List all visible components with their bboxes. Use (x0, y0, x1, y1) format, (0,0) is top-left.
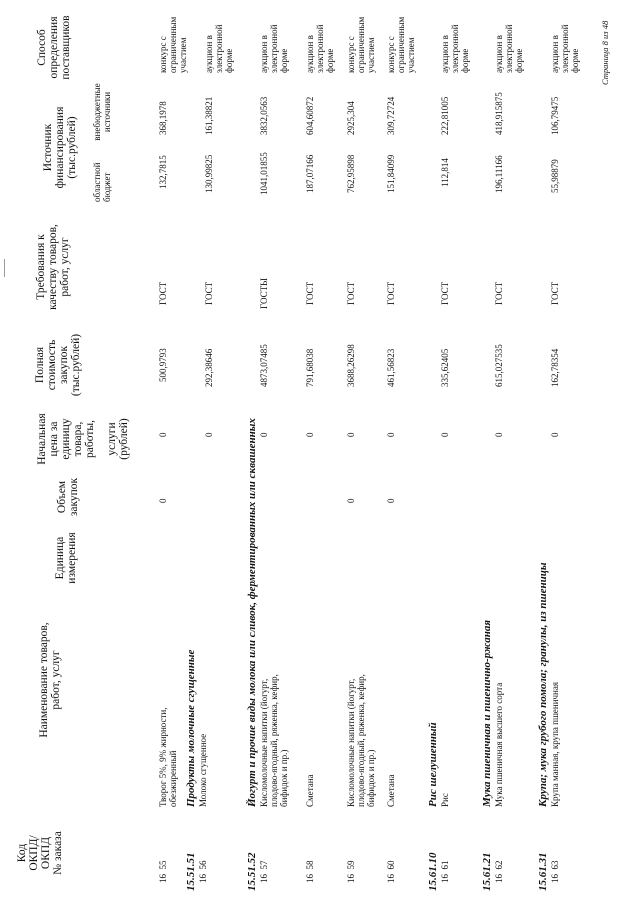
row-requirements: ГОСТ (204, 281, 214, 305)
row-code: 16 56 (198, 860, 208, 883)
row-price: 0 (494, 432, 504, 437)
row-total: 3688,26298 (346, 344, 356, 387)
row-requirements: ГОСТ (494, 281, 504, 305)
row-regional: 132,7815 (158, 155, 168, 189)
row-total: 4873,07485 (259, 344, 269, 387)
group-code: 15.51.52 (246, 852, 258, 891)
group-name: Крупа; мука грубого помола; гранулы, из пшеницы (537, 562, 549, 807)
row-method: аукцион в электронной форме (550, 24, 580, 73)
row-method: конкурс с ограниченным участием (346, 16, 376, 73)
row-requirements: ГОСТ (158, 281, 168, 305)
header-unit-price: Начальная цена за единицу товара, работы, услуги (рублей) (36, 413, 130, 465)
row-method: аукцион в электронной форме (259, 24, 289, 73)
row-regional: 151,84099 (386, 154, 396, 193)
row-extra: 368,1978 (158, 101, 168, 135)
row-extra: 222,81005 (440, 96, 450, 135)
page-footer: Страница 8 из 48 (600, 20, 610, 85)
row-regional: 762,95898 (346, 154, 356, 193)
row-extra: 161,38821 (204, 96, 214, 135)
row-regional: 130,99825 (204, 154, 214, 193)
row-name: Кисломолочные напитки (йогурт, плодово-ягодный, ряженка, кефир, бифидок и пр.) (259, 674, 289, 807)
row-name: Рис (440, 793, 450, 807)
row-code: 16 61 (440, 860, 450, 883)
row-price: 0 (550, 432, 560, 437)
row-code: 16 55 (158, 860, 168, 883)
group-name: Мука пшеничная и пшенично-ржаная (481, 619, 493, 807)
row-total: 162,78354 (550, 348, 560, 387)
header-code: Код ОКПД/ ОКПД № заказа (16, 831, 64, 875)
row-total: 500,9793 (158, 348, 168, 382)
row-total: 461,56823 (386, 348, 396, 387)
header-total: Полная стоимость закупок (тыс.рублей) (34, 333, 82, 397)
row-name: Кисломолочные напитки (йогурт, плодово-ягодный, ряженка, кефир, бифидок и пр.) (346, 674, 376, 807)
header-funding: Источник финансирования (тыс.рублей) (42, 106, 78, 189)
header-funding-extra: внебюджетные источники (92, 83, 112, 141)
group-code: 15.61.31 (537, 852, 549, 891)
header-requirements: Требования к качеству товаров, работ, услуг (35, 224, 71, 310)
row-name: Сметана (305, 774, 315, 807)
row-price: 0 (305, 432, 315, 437)
row-volume: 0 (346, 498, 356, 503)
row-method: аукцион в электронной форме (440, 24, 470, 73)
row-requirements: ГОСТ (305, 281, 315, 305)
row-code: 16 57 (259, 860, 269, 883)
row-volume: 0 (386, 498, 396, 503)
row-requirements: ГОСТ (346, 281, 356, 305)
row-code: 16 62 (494, 860, 504, 883)
scan-mark (4, 259, 5, 277)
row-name: Творог 5%, 9% жирности, обезжиренный (158, 707, 178, 807)
header-name: Наименование товаров, работ, услуг (38, 622, 62, 738)
group-name: Продукты молочные сгущенные (185, 649, 197, 807)
row-total: 791,68038 (305, 348, 315, 387)
row-extra: 106,79475 (550, 96, 560, 135)
row-method: конкурс с ограниченным участием (158, 16, 188, 73)
row-extra: 309,72724 (386, 96, 396, 135)
row-price: 0 (259, 432, 269, 437)
row-requirements: ГОСТ (550, 281, 560, 305)
row-regional: 1041,01855 (259, 152, 269, 195)
row-regional: 112,814 (440, 158, 450, 187)
row-total: 292,38646 (204, 348, 214, 387)
group-name: Йогурт и прочие виды молока или сливок, ферментированных или сквашенных (246, 418, 258, 807)
row-extra: 604,60872 (305, 96, 315, 135)
row-price: 0 (158, 432, 168, 437)
row-code: 16 59 (346, 860, 356, 883)
row-price: 0 (204, 432, 214, 437)
row-method: аукцион в электронной форме (305, 24, 335, 73)
row-extra: 418,915875 (494, 92, 504, 135)
row-name: Сметана (386, 774, 396, 807)
row-code: 16 63 (550, 860, 560, 883)
group-code: 15.61.21 (481, 852, 493, 891)
row-total: 615,027535 (494, 344, 504, 387)
row-price: 0 (386, 432, 396, 437)
row-total: 335,62405 (440, 348, 450, 387)
row-code: 16 60 (386, 860, 396, 883)
row-regional: 55,98879 (550, 159, 560, 193)
row-extra: 3832,0563 (259, 96, 269, 135)
row-requirements: ГОСТ (386, 281, 396, 305)
header-unit: Единица измерения (54, 532, 78, 584)
group-name: Рис шелушенный (427, 722, 439, 807)
row-method: аукцион в электронной форме (494, 24, 524, 73)
row-regional: 187,07166 (305, 154, 315, 193)
header-volume: Объем закупок (56, 477, 80, 517)
row-price: 0 (346, 432, 356, 437)
row-requirements: ГОСТЫ (259, 278, 269, 309)
row-requirements: ГОСТ (440, 281, 450, 305)
header-method: Способ определения поставщиков (36, 15, 72, 80)
group-code: 15.51.51 (185, 852, 197, 891)
row-name: Мука пшеничная высшего сорта (494, 682, 504, 807)
row-method: конкурс с ограниченным участием (386, 16, 416, 73)
group-code: 15.61.10 (427, 852, 439, 891)
row-price: 0 (440, 432, 450, 437)
header-funding-regional: областной бюджет (92, 162, 112, 202)
row-name: Крупа манная, крупа пшеничная (550, 681, 560, 807)
row-regional: 196,11166 (494, 155, 504, 193)
row-method: аукцион в электронной форме (204, 24, 234, 73)
row-code: 16 58 (305, 860, 315, 883)
row-name: Молоко сгущенное (198, 733, 208, 807)
row-volume: 0 (158, 498, 168, 503)
row-extra: 2925,304 (346, 101, 356, 135)
